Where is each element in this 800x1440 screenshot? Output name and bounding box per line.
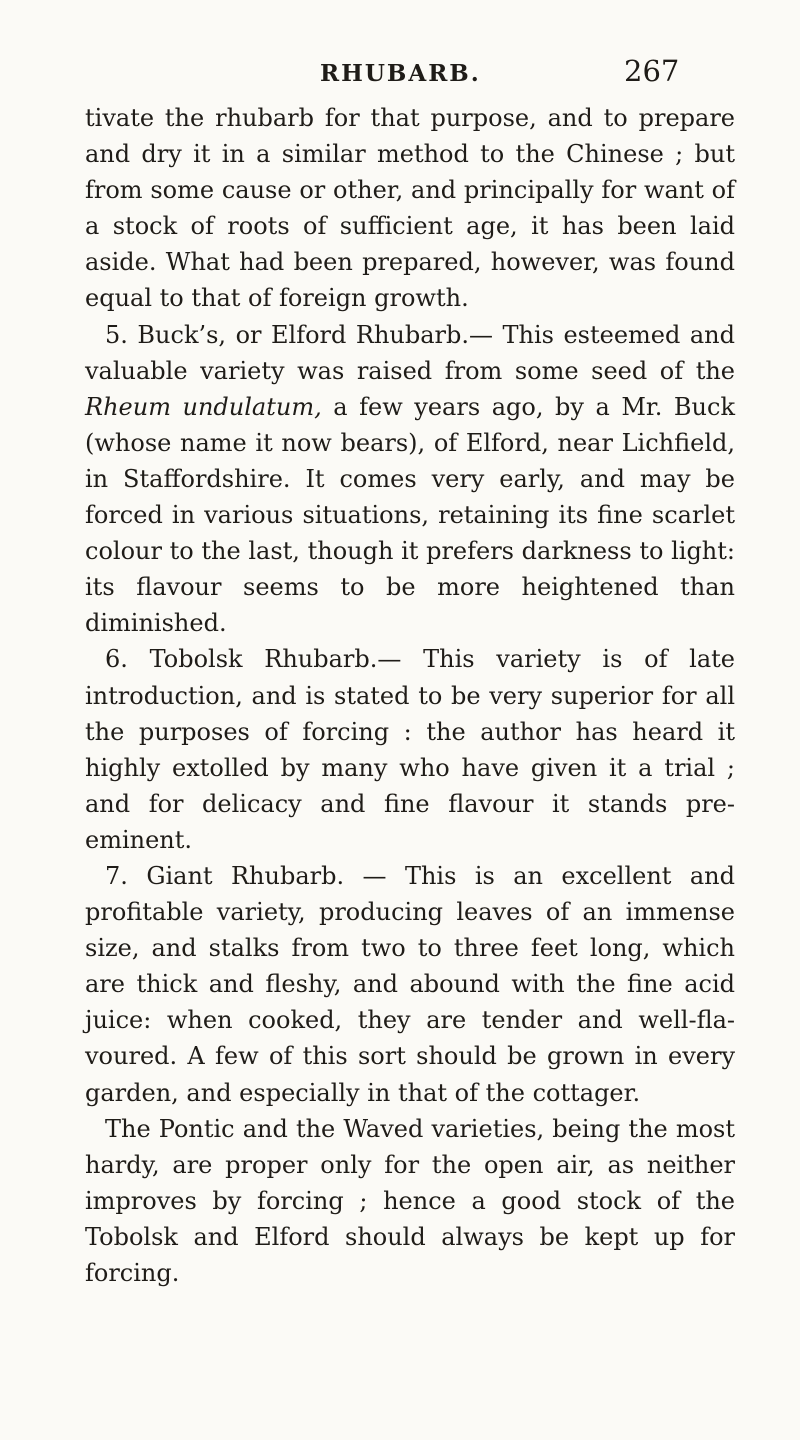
- running-title: RHUBARB.: [320, 60, 481, 87]
- species-name: Rheum undulatum,: [85, 392, 322, 421]
- body-text: [85, 100, 735, 1291]
- page-header: [0, 54, 800, 94]
- paragraph-lead: 5. Buck’s, or Elford Rhubarb.— This esteemed and valuable variety was raised from some seed of the: [85, 320, 735, 385]
- paragraph-rest: a few years ago, by a Mr. Buck (whose name it now bears), of Elford, near Lichfield, in Staffordshire. It comes very early, and may be forced in various situations, retaining its fine scarlet colour to the last, though it prefers darkness to light: its flavour seems to be more heightened than diminished.: [85, 392, 735, 638]
- page-number: 267: [624, 54, 680, 88]
- paragraph-tobolsk-rhubarb: 6. Tobolsk Rhubarb.— This variety is of late introduction, and is stated to be very superior for all the purposes of forcing : the author has heard it highly extolled by many who have given it a trial ; and for delicacy and fine flavour it stands pre-eminent.: [85, 645, 735, 854]
- paragraph-pontic-waved-varieties: The Pontic and the Waved varieties, being the most hardy, are proper only for the open air, as neither improves by forcing ; hence a good stock of the Tobolsk and Elford should always be kept up for forcing.: [85, 1114, 735, 1287]
- paragraph-bucks-elford-rhubarb: [85, 317, 735, 642]
- paragraph-giant-rhubarb: 7. Giant Rhubarb. — This is an excellent and profitable variety, producing leaves of an immense size, and stalks from two to three feet long, which are thick and fleshy, and abound with the fine acid juice: when cooked, they are tender and well-fla-voured. A few of this sort should be grown in every garden, and especially in that of the cottager.: [85, 861, 735, 1107]
- paragraph-continuation: tivate the rhubarb for that purpose, and to prepare and dry it in a similar method to the Chinese ; but from some cause or other, and principally for want of a stock of roots of sufficient age, it has been laid aside. What had been prepared, however, was found equal to that of foreign growth.: [85, 104, 735, 313]
